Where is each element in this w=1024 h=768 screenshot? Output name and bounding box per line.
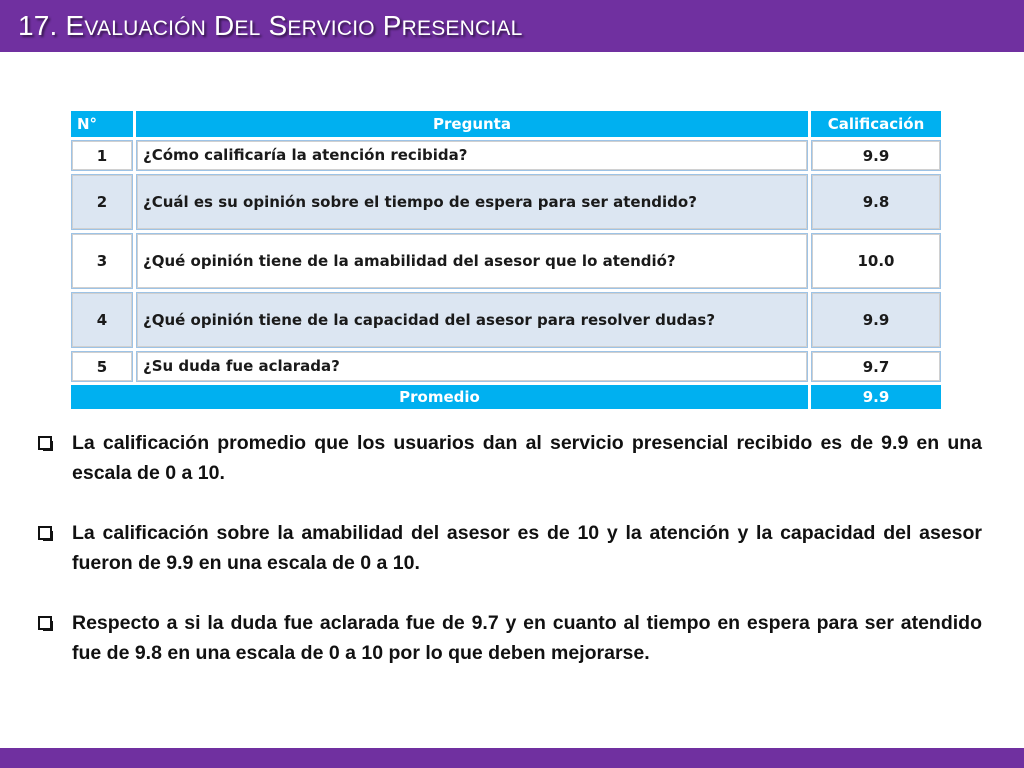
table-row bbox=[71, 233, 941, 289]
finding-text: La calificación promedio que los usuarios dan al servicio presencial recibido es de 9.9 en una escala de 0 a 10. bbox=[72, 432, 982, 484]
row-score: 9.9 bbox=[811, 292, 941, 348]
header-question: Pregunta bbox=[136, 111, 808, 137]
row-score: 9.8 bbox=[811, 174, 941, 230]
list-item bbox=[38, 608, 982, 668]
finding-text: La calificación sobre la amabilidad del asesor es de 10 y la atención y la capacidad del asesor fueron de 9.9 en una escala de 0 a 10. bbox=[72, 522, 982, 574]
slide-title bbox=[18, 6, 522, 49]
checkbox-bullet-icon bbox=[38, 436, 52, 450]
table-row bbox=[71, 351, 941, 382]
evaluation-table-container bbox=[68, 108, 944, 412]
average-label: Promedio bbox=[71, 385, 808, 409]
row-number: 2 bbox=[71, 174, 133, 230]
row-question: ¿Cómo calificaría la atención recibida? bbox=[136, 140, 808, 171]
row-question: ¿Su duda fue aclarada? bbox=[136, 351, 808, 382]
title-word: EVALUACIÓN bbox=[65, 10, 207, 41]
list-item bbox=[38, 428, 982, 488]
footer-bar bbox=[0, 748, 1024, 768]
row-question: ¿Qué opinión tiene de la amabilidad del asesor que lo atendió? bbox=[136, 233, 808, 289]
row-score: 10.0 bbox=[811, 233, 941, 289]
row-number: 4 bbox=[71, 292, 133, 348]
row-score: 9.7 bbox=[811, 351, 941, 382]
title-word: PRESENCIAL bbox=[382, 10, 523, 41]
title-word: 17. bbox=[18, 10, 58, 41]
table-header-row bbox=[71, 111, 941, 137]
finding-text: Respecto a si la duda fue aclarada fue de 9.7 y en cuanto al tiempo en espera para ser atendido fue de 9.8 en una escala de 0 a 10 por lo que deben mejorarse. bbox=[72, 612, 982, 664]
checkbox-bullet-icon bbox=[38, 616, 52, 630]
row-number: 1 bbox=[71, 140, 133, 171]
header-number: N° bbox=[71, 111, 133, 137]
row-score: 9.9 bbox=[811, 140, 941, 171]
average-score: 9.9 bbox=[811, 385, 941, 409]
row-number: 3 bbox=[71, 233, 133, 289]
row-question: ¿Qué opinión tiene de la capacidad del asesor para resolver dudas? bbox=[136, 292, 808, 348]
findings-list bbox=[38, 428, 982, 698]
header-score: Calificación bbox=[811, 111, 941, 137]
row-question: ¿Cuál es su opinión sobre el tiempo de espera para ser atendido? bbox=[136, 174, 808, 230]
table-row bbox=[71, 140, 941, 171]
checkbox-bullet-icon bbox=[38, 526, 52, 540]
title-bar bbox=[0, 0, 1024, 52]
evaluation-table bbox=[68, 108, 944, 412]
average-row bbox=[71, 385, 941, 409]
title-word: DEL bbox=[214, 10, 261, 41]
table-row bbox=[71, 292, 941, 348]
list-item bbox=[38, 518, 982, 578]
table-row bbox=[71, 174, 941, 230]
row-number: 5 bbox=[71, 351, 133, 382]
title-word: SERVICIO bbox=[268, 10, 375, 41]
